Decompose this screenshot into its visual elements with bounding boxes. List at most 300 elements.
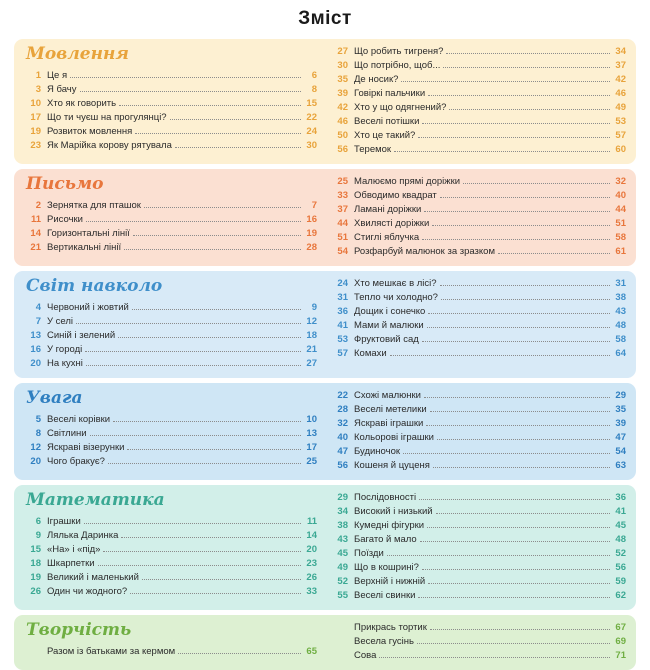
toc-entry[interactable]	[331, 635, 626, 649]
entry-page-number: 43	[615, 306, 626, 317]
toc-entry[interactable]	[331, 129, 626, 143]
toc-entry[interactable]	[24, 227, 317, 241]
entry-number: 23	[30, 139, 41, 151]
entry-page-number: 69	[615, 635, 626, 647]
toc-entry[interactable]	[331, 533, 626, 547]
entry-title: Яскраві візерунки	[47, 441, 125, 453]
entry-page-number: 40	[615, 190, 626, 201]
leader-dots	[424, 211, 610, 212]
entry-page-number: 22	[306, 111, 317, 123]
entry-number: 1	[35, 69, 41, 81]
entry-number: 41	[337, 320, 348, 331]
entry-number: 51	[337, 232, 348, 243]
entry-title: Де носик?	[354, 74, 399, 85]
leader-dots	[118, 337, 301, 338]
entry-page-number: 11	[306, 515, 317, 527]
toc-entry[interactable]	[24, 301, 317, 315]
toc-entry[interactable]	[24, 515, 317, 529]
leader-dots	[390, 355, 610, 356]
toc-entry[interactable]	[331, 305, 626, 319]
entry-title: Лялька Даринка	[47, 529, 119, 541]
entry-number: 52	[337, 575, 348, 587]
entry-number: 28	[337, 403, 348, 415]
toc-entry[interactable]	[331, 245, 626, 259]
toc-entry[interactable]	[331, 417, 626, 431]
entry-title: Рисочки	[47, 213, 83, 225]
section-left-column	[24, 175, 325, 255]
section-heading: Математика	[26, 489, 165, 510]
toc-entry[interactable]	[24, 441, 317, 455]
leader-dots	[436, 513, 610, 514]
toc-entry[interactable]	[331, 73, 626, 87]
entry-page-number: 36	[615, 491, 626, 503]
toc-entry[interactable]	[331, 519, 626, 533]
entry-title: Веселі свинки	[354, 589, 416, 601]
toc-entry[interactable]	[24, 427, 317, 441]
toc-entry[interactable]	[331, 431, 626, 445]
entry-title: Тепло чи холодно?	[354, 292, 438, 303]
entry-title: Теремок	[354, 144, 392, 155]
section-heading: Письмо	[26, 174, 104, 194]
entry-title: Хто у що одягнений?	[354, 102, 447, 113]
entry-number: 3	[35, 83, 41, 95]
toc-entry[interactable]	[331, 389, 626, 403]
leader-dots	[427, 327, 610, 328]
toc-entry[interactable]	[24, 111, 317, 125]
entry-page-number: 24	[306, 125, 317, 137]
leader-dots	[387, 555, 610, 556]
toc-entry[interactable]	[331, 575, 626, 589]
entry-title: «На» і «під»	[47, 543, 101, 555]
toc-entry[interactable]	[331, 589, 626, 603]
entry-page-number: 62	[615, 589, 626, 601]
entry-title: Яскраві іграшки	[354, 417, 424, 429]
entry-title: Верхній і нижній	[354, 575, 426, 587]
toc-entry[interactable]	[24, 329, 317, 343]
entry-number: 46	[337, 116, 348, 127]
entry-number: 21	[30, 241, 41, 253]
leader-dots	[422, 123, 610, 124]
leader-dots	[432, 225, 610, 226]
leader-dots	[428, 583, 610, 584]
entry-number: 9	[35, 529, 41, 541]
entry-number: 25	[337, 176, 348, 187]
leader-dots	[113, 421, 301, 422]
entry-title: Поїзди	[354, 547, 384, 559]
entry-title: Веселі потішки	[354, 116, 420, 127]
leader-dots	[132, 309, 301, 310]
entry-page-number: 59	[615, 575, 626, 587]
entry-page-number: 37	[615, 60, 626, 71]
toc-entry[interactable]	[24, 83, 317, 97]
entry-page-number: 26	[306, 571, 317, 583]
entry-number: 37	[337, 204, 348, 215]
leader-dots	[418, 597, 610, 598]
entry-page-number: 63	[615, 459, 626, 471]
entry-page-number: 48	[615, 320, 626, 331]
toc-entry[interactable]	[331, 203, 626, 217]
entry-title: Вертикальні лінії	[47, 241, 122, 253]
entry-number: 6	[35, 515, 41, 527]
leader-dots	[426, 425, 610, 426]
leader-dots	[144, 207, 301, 208]
toc-entry[interactable]	[24, 343, 317, 357]
leader-dots	[401, 81, 610, 82]
entry-number: 30	[337, 60, 348, 71]
entry-page-number: 45	[615, 519, 626, 531]
entry-title: Малюємо прямі доріжки	[354, 176, 461, 187]
entry-title: Зернятка для пташок	[47, 199, 141, 211]
entry-number: 7	[35, 315, 41, 327]
entry-number: 26	[30, 585, 41, 597]
toc-entry[interactable]	[331, 491, 626, 505]
entry-number: 36	[337, 306, 348, 317]
leader-dots	[417, 643, 610, 644]
entry-title: Що ти чуєш на прогулянці?	[47, 111, 167, 123]
entry-title: Це я	[47, 69, 68, 81]
toc-entry[interactable]	[331, 445, 626, 459]
entry-title: Горизонтальні лінії	[47, 227, 130, 239]
entry-page-number: 35	[615, 403, 626, 415]
entry-number: 53	[337, 334, 348, 345]
entry-number: 16	[30, 343, 41, 355]
leader-dots	[90, 435, 301, 436]
toc-entry[interactable]	[24, 557, 317, 571]
entry-title: Ламані доріжки	[354, 204, 422, 215]
entry-page-number: 21	[306, 343, 317, 355]
page-title: Зміст	[298, 8, 352, 29]
leader-dots	[80, 91, 302, 92]
entry-title: Хто це такий?	[354, 130, 416, 141]
leader-dots	[119, 105, 301, 106]
entry-title: Кольорові іграшки	[354, 431, 434, 443]
section-heading: Увага	[26, 387, 83, 408]
toc-entry[interactable]	[24, 213, 317, 227]
entry-page-number: 39	[615, 417, 626, 429]
entry-title: У селі	[47, 315, 74, 327]
entry-page-number: 44	[615, 204, 626, 215]
leader-dots	[175, 147, 301, 148]
leader-dots	[98, 565, 301, 566]
entry-number: 14	[30, 227, 41, 239]
leader-dots	[121, 537, 301, 538]
entry-number: 56	[337, 144, 348, 155]
entry-page-number: 48	[615, 533, 626, 545]
section-heading: Світ навколо	[26, 276, 163, 296]
entry-number: 43	[337, 533, 348, 545]
toc-entry[interactable]	[331, 505, 626, 519]
leader-dots	[498, 253, 610, 254]
entry-title: Шкарпетки	[47, 557, 95, 569]
toc-entry[interactable]	[331, 347, 626, 361]
entry-number: 34	[337, 505, 348, 517]
toc-entry[interactable]	[24, 199, 317, 213]
section-pysmo	[14, 169, 636, 266]
toc-entry[interactable]	[331, 333, 626, 347]
entry-title: Обводимо квадрат	[354, 190, 437, 201]
leader-dots	[430, 629, 610, 630]
entry-title: Розвиток мовлення	[47, 125, 133, 137]
entry-title: Прикрась тортик	[354, 621, 427, 633]
leader-dots	[437, 439, 610, 440]
toc-entry[interactable]	[331, 189, 626, 203]
entry-title: Червоний і жовтий	[47, 301, 129, 313]
entry-number: 47	[337, 445, 348, 457]
entry-number: 8	[35, 427, 41, 439]
entry-page-number: 31	[615, 278, 626, 289]
entry-title: Послідовності	[354, 491, 417, 503]
entry-title: Мами й малюки	[354, 320, 424, 331]
entry-title: Один чи жодного?	[47, 585, 128, 597]
entry-page-number: 17	[306, 441, 317, 453]
toc-entry[interactable]	[24, 645, 317, 659]
entry-number: 49	[337, 561, 348, 573]
section-right-column	[325, 277, 626, 361]
entry-page-number: 9	[311, 301, 317, 313]
entry-number: 40	[337, 431, 348, 443]
section-left-column	[24, 491, 325, 599]
toc-entry[interactable]	[331, 45, 626, 59]
toc-entry[interactable]	[331, 403, 626, 417]
toc-entry[interactable]	[24, 571, 317, 585]
entry-number: 42	[337, 102, 348, 113]
entry-page-number: 41	[615, 505, 626, 517]
entry-number: 50	[337, 130, 348, 141]
entry-page-number: 33	[306, 585, 317, 597]
leader-dots	[428, 95, 610, 96]
entry-page-number: 65	[306, 645, 317, 657]
entry-page-number: 8	[311, 83, 317, 95]
entry-number: 38	[337, 519, 348, 531]
entry-title: Стиглі яблучка	[354, 232, 420, 243]
toc-entry[interactable]	[24, 543, 317, 557]
entry-number: 45	[337, 547, 348, 559]
toc-entry[interactable]	[24, 69, 317, 83]
entry-title: Іграшки	[47, 515, 81, 527]
toc-entry[interactable]	[331, 101, 626, 115]
section-svit-navkolo	[14, 271, 636, 378]
leader-dots	[422, 341, 610, 342]
leader-dots	[178, 653, 301, 654]
toc-entry[interactable]	[24, 241, 317, 255]
entry-page-number: 13	[306, 427, 317, 439]
leader-dots	[446, 53, 610, 54]
entry-title: Високий і низький	[354, 505, 433, 517]
leader-dots	[422, 239, 610, 240]
entry-number: 35	[337, 74, 348, 85]
leader-dots	[441, 299, 610, 300]
entry-page-number: 49	[615, 102, 626, 113]
leader-dots	[130, 593, 301, 594]
entry-page-number: 14	[306, 529, 317, 541]
entry-title: Хто як говорить	[47, 97, 117, 109]
leader-dots	[135, 133, 301, 134]
entry-number: 33	[337, 190, 348, 201]
entry-page-number: 71	[615, 649, 626, 661]
entry-title: Веселі корівки	[47, 413, 111, 425]
entry-number: 54	[337, 246, 348, 257]
toc-entry[interactable]	[24, 97, 317, 111]
toc-entry[interactable]	[24, 139, 317, 153]
section-heading: Творчість	[26, 619, 132, 640]
leader-dots	[428, 313, 610, 314]
entry-title: Хвилясті доріжки	[354, 218, 430, 229]
entry-number: 4	[35, 301, 41, 313]
toc-entry[interactable]	[331, 217, 626, 231]
toc-entry[interactable]	[24, 413, 317, 427]
entry-page-number: 61	[615, 246, 626, 257]
leader-dots	[449, 109, 610, 110]
entry-page-number: 52	[615, 547, 626, 559]
entry-page-number: 54	[615, 445, 626, 457]
entry-number: 57	[337, 348, 348, 359]
section-movlennya	[14, 39, 636, 164]
leader-dots	[170, 119, 301, 120]
leader-dots	[427, 527, 610, 528]
entry-title: Багато й мало	[354, 533, 417, 545]
leader-dots	[418, 137, 610, 138]
entry-page-number: 51	[615, 218, 626, 229]
entry-page-number: 34	[615, 46, 626, 57]
toc-entry[interactable]	[331, 277, 626, 291]
section-left-column	[24, 621, 325, 659]
section-left-column	[24, 45, 325, 153]
entry-page-number: 18	[306, 329, 317, 341]
toc-entry[interactable]	[331, 459, 626, 473]
entry-page-number: 15	[306, 97, 317, 109]
entry-title: Будиночок	[354, 445, 401, 457]
toc-entry[interactable]	[24, 585, 317, 599]
entry-page-number: 56	[615, 561, 626, 573]
entry-title: Чого бракує?	[47, 455, 105, 467]
leader-dots	[84, 523, 301, 524]
entry-title: Сова	[354, 649, 377, 661]
section-right-column	[325, 175, 626, 259]
leader-dots	[403, 453, 610, 454]
leader-dots	[440, 285, 610, 286]
entry-number: 24	[337, 278, 348, 289]
entry-page-number: 23	[306, 557, 317, 569]
entry-number: 56	[337, 459, 348, 471]
entry-page-number: 20	[306, 543, 317, 555]
toc-entry[interactable]	[331, 561, 626, 575]
section-tvorchist	[14, 615, 636, 670]
leader-dots	[430, 411, 610, 412]
entry-page-number: 28	[306, 241, 317, 253]
entry-page-number: 64	[615, 348, 626, 359]
section-right-column	[325, 389, 626, 473]
entry-title: Комахи	[354, 348, 387, 359]
toc-entry[interactable]	[331, 87, 626, 101]
entry-title: Що робить тигреня?	[354, 46, 444, 57]
entry-title: Що потрібно, щоб...	[354, 60, 441, 71]
entry-page-number: 16	[306, 213, 317, 225]
entry-number: 22	[337, 389, 348, 401]
entry-title: Фруктовий сад	[354, 334, 419, 345]
entry-number: 19	[30, 125, 41, 137]
leader-dots	[419, 499, 610, 500]
entry-page-number: 47	[615, 431, 626, 443]
entry-number: 18	[30, 557, 41, 569]
toc-entry[interactable]	[331, 291, 626, 305]
entry-title: Синій і зелений	[47, 329, 116, 341]
leader-dots	[443, 67, 610, 68]
section-matematyka	[14, 485, 636, 610]
entry-number: 2	[35, 199, 41, 211]
toc-entry[interactable]	[24, 315, 317, 329]
entry-number: 17	[30, 111, 41, 123]
entry-title: Дощик і сонечко	[354, 306, 426, 317]
toc-entry[interactable]	[331, 319, 626, 333]
entry-page-number: 46	[615, 88, 626, 99]
entry-number: 5	[35, 413, 41, 425]
entry-page-number: 12	[306, 315, 317, 327]
entry-title: У городі	[47, 343, 83, 355]
section-right-column	[325, 45, 626, 157]
entry-number: 39	[337, 88, 348, 99]
entry-number: 27	[337, 46, 348, 57]
toc-entry[interactable]	[331, 649, 626, 663]
entry-title: Разом із батьками за кермом	[47, 645, 176, 657]
toc-entry[interactable]	[331, 621, 626, 635]
entry-title: Кошеня й цуценя	[354, 459, 430, 471]
toc-entry[interactable]	[331, 143, 626, 157]
toc-entry[interactable]	[331, 231, 626, 245]
leader-dots	[422, 569, 610, 570]
entry-title: Світлини	[47, 427, 87, 439]
entry-number: 31	[337, 292, 348, 303]
section-right-column	[325, 491, 626, 603]
entry-number: 13	[30, 329, 41, 341]
toc-entry[interactable]	[24, 357, 317, 371]
entry-page-number: 58	[615, 334, 626, 345]
leader-dots	[379, 657, 610, 658]
toc-entry[interactable]	[331, 547, 626, 561]
entry-page-number: 25	[306, 455, 317, 467]
leader-dots	[124, 249, 301, 250]
entry-page-number: 27	[306, 357, 317, 369]
entry-page-number: 58	[615, 232, 626, 243]
toc-entry[interactable]	[24, 455, 317, 469]
leader-dots	[133, 235, 301, 236]
entry-page-number: 10	[306, 413, 317, 425]
leader-dots	[420, 541, 610, 542]
leader-dots	[70, 77, 301, 78]
section-left-column	[24, 277, 325, 371]
entry-number: 20	[30, 455, 41, 467]
leader-dots	[424, 397, 610, 398]
entry-page-number: 29	[615, 389, 626, 401]
section-left-column	[24, 389, 325, 469]
leader-dots	[433, 467, 610, 468]
toc-entry[interactable]	[24, 125, 317, 139]
leader-dots	[463, 183, 610, 184]
entry-page-number: 42	[615, 74, 626, 85]
leader-dots	[394, 151, 610, 152]
leader-dots	[103, 551, 301, 552]
toc-entry[interactable]	[331, 115, 626, 129]
entry-page-number: 57	[615, 130, 626, 141]
entry-page-number: 30	[306, 139, 317, 151]
entry-title: Хто мешкає в лісі?	[354, 278, 437, 289]
toc-entry[interactable]	[24, 529, 317, 543]
toc-entry[interactable]	[331, 59, 626, 73]
entry-page-number: 32	[615, 176, 626, 187]
toc-entry[interactable]	[331, 175, 626, 189]
section-uvaha	[14, 383, 636, 480]
entry-page-number: 7	[311, 199, 317, 211]
leader-dots	[108, 463, 301, 464]
